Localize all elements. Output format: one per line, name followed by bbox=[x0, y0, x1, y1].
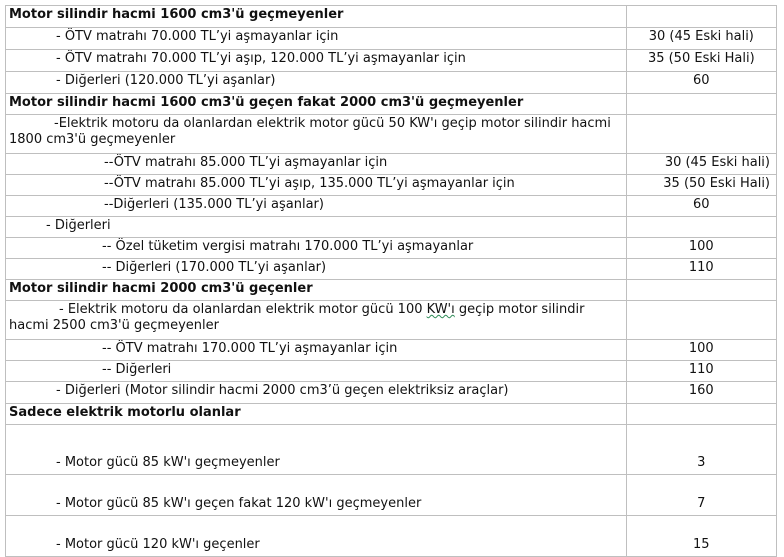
table-row bbox=[6, 217, 777, 238]
row-label-part: - Elektrik motoru da olanlardan elektrik motor gücü 100 bbox=[59, 302, 427, 317]
row-label: -- Diğerleri bbox=[6, 361, 627, 382]
table-row bbox=[6, 361, 777, 382]
rate-cell bbox=[626, 280, 776, 301]
rate-cell: 3 bbox=[626, 425, 776, 475]
row-label: - ÖTV matrahı 70.000 TL’yi aşıp, 120.000 TL’yi aşmayanlar için bbox=[6, 50, 627, 72]
row-label: - Motor gücü 85 kW'ı geçen fakat 120 kW'ı geçmeyenler bbox=[6, 475, 627, 516]
rate-cell: 30 (45 Eski hali) bbox=[626, 154, 776, 175]
rate-cell bbox=[626, 404, 776, 425]
rate-cell bbox=[626, 94, 776, 115]
tax-rate-table bbox=[5, 5, 777, 557]
rate-cell: 35 (50 Eski Hali) bbox=[626, 175, 776, 196]
rate-cell: 60 bbox=[626, 196, 776, 217]
table-row bbox=[6, 196, 777, 217]
table-row bbox=[6, 516, 777, 557]
row-label: --Diğerleri (135.000 TL’yi aşanlar) bbox=[6, 196, 627, 217]
spellcheck-underlined-word: KW'ı bbox=[426, 302, 455, 317]
rate-cell: 160 bbox=[626, 382, 776, 404]
row-label: - ÖTV matrahı 70.000 TL’yi aşmayanlar için bbox=[6, 28, 627, 50]
rate-cell: 100 bbox=[626, 340, 776, 361]
rate-cell: 35 (50 Eski Hali) bbox=[626, 50, 776, 72]
section-heading: Motor silindir hacmi 1600 cm3'ü geçen fakat 2000 cm3'ü geçmeyenler bbox=[6, 94, 627, 115]
rate-cell: 15 bbox=[626, 516, 776, 557]
row-label bbox=[6, 301, 627, 340]
table-row bbox=[6, 301, 777, 340]
row-label: - Motor gücü 120 kW'ı geçenler bbox=[6, 516, 627, 557]
row-label: --ÖTV matrahı 85.000 TL’yi aşıp, 135.000 TL’yi aşmayanlar için bbox=[6, 175, 627, 196]
row-label: -- Diğerleri (170.000 TL’yi aşanlar) bbox=[6, 259, 627, 280]
row-label: - Diğerleri (Motor silindir hacmi 2000 cm3’ü geçen elektriksiz araçlar) bbox=[6, 382, 627, 404]
section-heading: Sadece elektrik motorlu olanlar bbox=[6, 404, 627, 425]
rate-cell bbox=[626, 301, 776, 340]
rate-cell bbox=[626, 217, 776, 238]
table-row bbox=[6, 425, 777, 475]
rate-cell bbox=[626, 6, 776, 28]
table-row bbox=[6, 94, 777, 115]
rate-cell: 110 bbox=[626, 361, 776, 382]
table-row bbox=[6, 382, 777, 404]
table-row bbox=[6, 340, 777, 361]
table-row bbox=[6, 28, 777, 50]
table-row bbox=[6, 50, 777, 72]
row-label: - Diğerleri bbox=[6, 217, 627, 238]
section-heading: Motor silindir hacmi 1600 cm3'ü geçmeyenler bbox=[6, 6, 627, 28]
row-label: -Elektrik motoru da olanlardan elektrik motor gücü 50 KW'ı geçip motor silindir hacmi 1800 cm3'ü geçmeyenler bbox=[6, 115, 627, 154]
rate-cell: 7 bbox=[626, 475, 776, 516]
rate-cell: 60 bbox=[626, 72, 776, 94]
row-label: - Diğerleri (120.000 TL’yi aşanlar) bbox=[6, 72, 627, 94]
table-row bbox=[6, 72, 777, 94]
table-row bbox=[6, 115, 777, 154]
table-row bbox=[6, 154, 777, 175]
rate-cell: 100 bbox=[626, 238, 776, 259]
row-label: -- ÖTV matrahı 170.000 TL’yi aşmayanlar için bbox=[6, 340, 627, 361]
table-row bbox=[6, 475, 777, 516]
table-row bbox=[6, 404, 777, 425]
rate-cell: 30 (45 Eski hali) bbox=[626, 28, 776, 50]
rate-cell: 110 bbox=[626, 259, 776, 280]
table-row bbox=[6, 6, 777, 28]
section-heading: Motor silindir hacmi 2000 cm3'ü geçenler bbox=[6, 280, 627, 301]
row-label-part: geçip motor silindir hacmi 2500 cm3'ü geçmeyenler bbox=[9, 302, 585, 333]
row-label: -- Özel tüketim vergisi matrahı 170.000 TL’yi aşmayanlar bbox=[6, 238, 627, 259]
row-label: --ÖTV matrahı 85.000 TL’yi aşmayanlar için bbox=[6, 154, 627, 175]
row-label: - Motor gücü 85 kW'ı geçmeyenler bbox=[6, 425, 627, 475]
rate-cell bbox=[626, 115, 776, 154]
table-row bbox=[6, 238, 777, 259]
table-row bbox=[6, 175, 777, 196]
table-row bbox=[6, 280, 777, 301]
table-row bbox=[6, 259, 777, 280]
